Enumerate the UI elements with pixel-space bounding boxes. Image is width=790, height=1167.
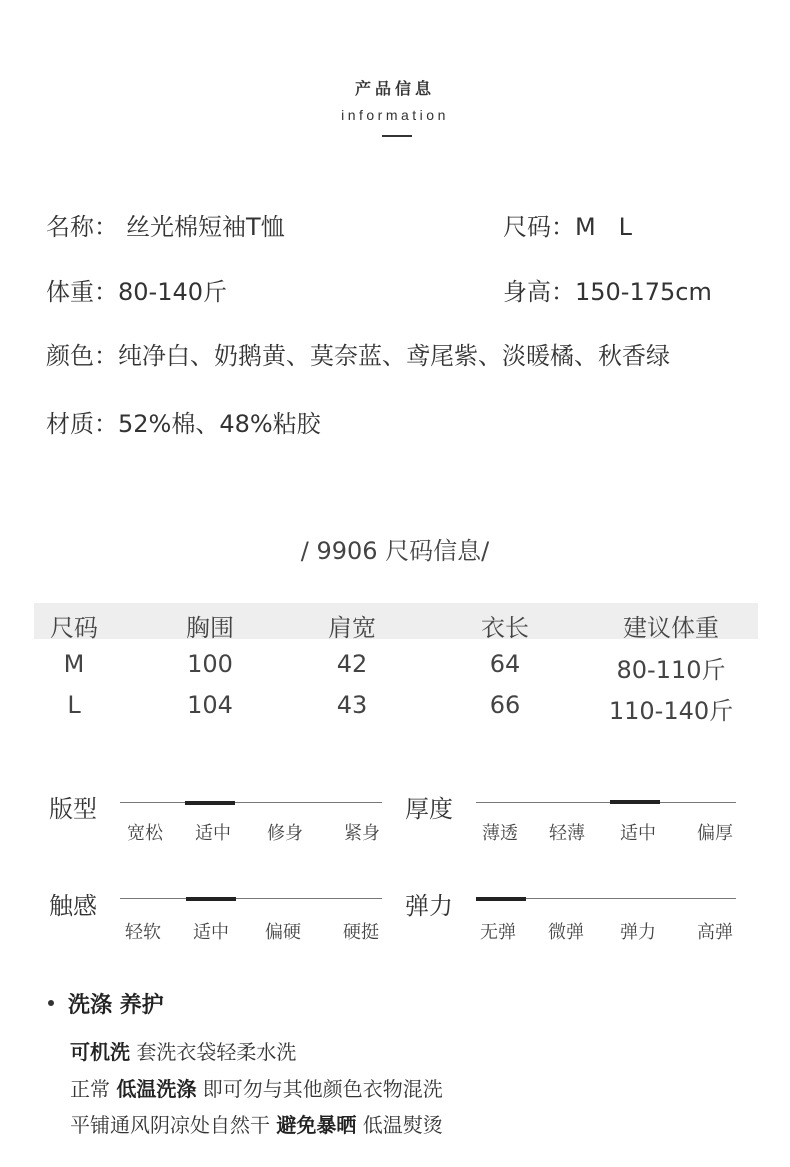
scale-marker-elasticity <box>476 897 526 901</box>
size-table-cell: 110-140斤 <box>608 697 734 725</box>
scale-option: 微弹 <box>548 922 584 943</box>
size-header-cell: 胸围 <box>186 614 234 642</box>
scale-track-fit <box>120 802 382 803</box>
care-line-3-text: 低温熨烫 <box>356 1113 443 1137</box>
scale-option: 硬挺 <box>343 922 379 943</box>
scale-title-fit: 版型 <box>49 795 97 823</box>
scale-marker-thickness <box>610 800 660 804</box>
scale-option: 紧身 <box>344 823 380 844</box>
scale-title-touch: 触感 <box>49 892 97 920</box>
size-table-cell: 42 <box>336 650 368 678</box>
size-table-cell: 100 <box>187 650 233 678</box>
info-height-label: 身高： <box>503 278 575 306</box>
size-table-cell: 64 <box>489 650 521 678</box>
care-line-2-prefix: 正常 <box>70 1077 117 1101</box>
scale-option: 适中 <box>193 922 229 943</box>
info-colors <box>46 336 670 371</box>
scale-option: 弹力 <box>620 922 656 943</box>
scale-option: 适中 <box>195 823 231 844</box>
info-material-value: 52%棉、48%粘胶 <box>118 410 321 438</box>
info-size-label: 尺码： <box>503 213 575 241</box>
size-table-cell: L <box>67 691 81 719</box>
size-header-cell: 建议体重 <box>623 614 719 642</box>
size-header-cell: 衣长 <box>481 614 529 642</box>
scale-option: 宽松 <box>127 823 163 844</box>
care-line-1-text: 套洗衣袋轻柔水洗 <box>130 1040 297 1064</box>
size-table-cell: 43 <box>336 691 368 719</box>
info-colors-value: 纯净白、奶鹅黄、莫奈蓝、鸢尾紫、淡暖橘、秋香绿 <box>118 342 670 370</box>
scale-marker-fit <box>185 801 235 805</box>
scale-option: 轻软 <box>125 922 161 943</box>
size-table-title: / 9906 尺码信息/ <box>300 537 490 565</box>
scale-track-touch <box>120 898 382 899</box>
scale-option: 薄透 <box>482 823 518 844</box>
info-height-value: 150-175cm <box>575 278 712 306</box>
info-name <box>46 207 285 242</box>
info-size-value: M L <box>575 213 632 241</box>
info-weight <box>46 272 227 307</box>
info-size <box>503 207 632 242</box>
bullet-dot <box>48 1000 54 1006</box>
care-line-2-emphasis: 低温洗涤 <box>116 1077 197 1101</box>
care-line-1-emphasis: 可机洗 <box>70 1040 130 1064</box>
info-weight-value: 80-140斤 <box>118 278 228 306</box>
scale-option: 修身 <box>267 823 303 844</box>
info-name-label: 名称： <box>46 213 118 241</box>
care-line-2-text: 即可勿与其他颜色衣物混洗 <box>196 1077 443 1101</box>
scale-track-thickness <box>476 802 736 803</box>
info-height <box>503 272 712 307</box>
size-table-cell: 66 <box>489 691 521 719</box>
info-weight-label: 体重： <box>46 278 118 306</box>
size-table-cell: 80-110斤 <box>616 656 726 684</box>
info-name-value: 丝光棉短袖T恤 <box>126 213 285 241</box>
section-title: 产品信息 <box>354 79 435 98</box>
care-line-3-prefix: 平铺通风阴凉处自然干 <box>70 1113 277 1137</box>
care-line-3 <box>70 1109 443 1138</box>
care-line-2 <box>70 1073 443 1102</box>
scale-title-thickness: 厚度 <box>405 795 453 823</box>
scale-option: 高弹 <box>697 922 733 943</box>
size-header-cell: 尺码 <box>50 614 98 642</box>
scale-marker-touch <box>186 897 236 901</box>
scale-title-elasticity: 弹力 <box>405 892 453 920</box>
section-subtitle: information <box>341 107 449 123</box>
info-colors-label: 颜色： <box>46 342 118 370</box>
size-header-cell: 肩宽 <box>328 614 376 642</box>
scale-option: 适中 <box>620 823 656 844</box>
size-table-cell: M <box>63 650 85 678</box>
title-underline <box>382 135 412 137</box>
size-table-cell: 104 <box>187 691 233 719</box>
scale-option: 偏厚 <box>697 823 733 844</box>
scale-option: 偏硬 <box>265 922 301 943</box>
scale-option: 无弹 <box>480 922 516 943</box>
care-line-3-emphasis: 避免暴晒 <box>276 1113 357 1137</box>
care-line-1 <box>70 1036 296 1065</box>
info-material-label: 材质： <box>46 410 118 438</box>
info-material <box>46 404 321 439</box>
scale-option: 轻薄 <box>549 823 585 844</box>
care-title: 洗涤 养护 <box>68 993 164 1018</box>
